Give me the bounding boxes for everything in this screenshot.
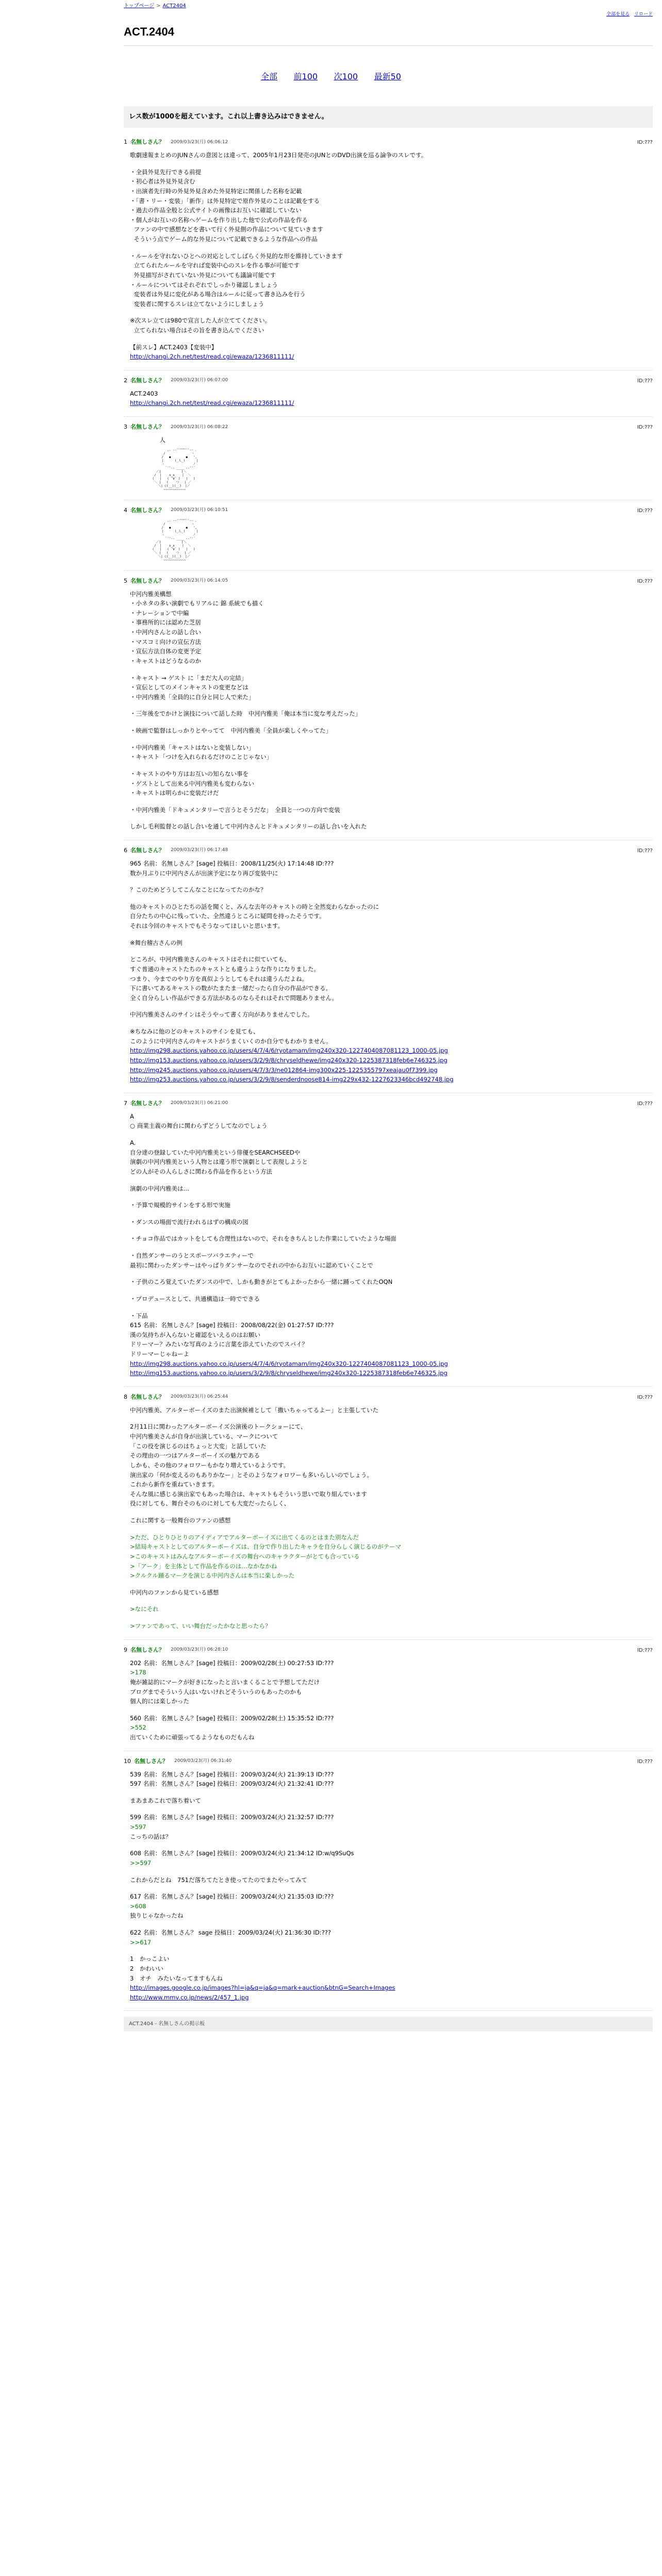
post-number[interactable]: 7 bbox=[124, 1099, 127, 1107]
post-line: 【前スレ】ACT.2403【変装中】 bbox=[130, 343, 218, 351]
post-line: >なにそれ bbox=[130, 1605, 159, 1613]
post-blank-line bbox=[130, 1868, 653, 1875]
post-line: ・三年後をでかけと演技について話した時 中河内雅美「俺は本当に変な考えだった」 bbox=[130, 710, 361, 718]
post-blank-line bbox=[130, 244, 653, 251]
post-line: ○ 商業主義の舞台に関わらずどうしてなのでしょう bbox=[130, 1122, 268, 1130]
post-line: 個人的には楽しかった bbox=[130, 1698, 189, 1705]
post-line: 演劇の中河内雅美は… bbox=[130, 1184, 189, 1192]
post-header bbox=[124, 423, 653, 431]
post-line: >「アーク」を主体として作品を作るのは…なかなかね bbox=[130, 1562, 277, 1570]
post-line: ・中河内雅美「キャストはないと変装しない」 bbox=[130, 743, 255, 751]
post-line: 独りじゃなかったね bbox=[130, 1912, 184, 1920]
post-line: ・初心者は外見外見含む bbox=[130, 178, 195, 185]
post bbox=[124, 1751, 653, 2011]
post-line: 中河内雅美構想 bbox=[130, 590, 172, 598]
post-blank-line bbox=[130, 335, 653, 343]
poster-name: 名無しさん？ bbox=[130, 577, 164, 584]
post-line: つまり、今までのやり方を真似ようとしてもそれは違うんだよね。 bbox=[130, 975, 308, 982]
post-line: しかも、その他のフォロワーもかなり増えているようです。 bbox=[130, 1461, 290, 1469]
post-line: ・出演者先行時の外見外見含めた外見特定に関係した名称を記載 bbox=[130, 187, 302, 195]
post-header bbox=[124, 1393, 653, 1401]
post-line: そういう点でゲーム的な外見について記載できるような作品への作品 bbox=[130, 235, 318, 243]
post-blank-line bbox=[130, 1177, 653, 1184]
nav-all-link[interactable]: 全部 bbox=[261, 71, 278, 81]
post-line: >>597 bbox=[130, 1859, 152, 1867]
post-list bbox=[124, 132, 653, 2011]
post-line: ・プロデュースとして、共通構造は一時でできる bbox=[130, 1295, 260, 1302]
poster-name: 名無しさん？ bbox=[130, 1393, 164, 1400]
page-navigation bbox=[0, 71, 662, 82]
post-id[interactable]: ID:??? bbox=[637, 425, 653, 431]
post-number[interactable]: 5 bbox=[124, 577, 127, 584]
post-line: ・ルールについてはそれぞれでしっかり確認しましょう bbox=[130, 281, 278, 289]
post-link[interactable]: http://img245.auctions.yahoo.co.jp/users/4/7/3/3/ne012864-img300x225-1225355797xeajau0f7399.jpg bbox=[130, 1066, 438, 1074]
post-blank-line bbox=[130, 1227, 653, 1234]
breadcrumb-board-link[interactable]: ACT2404 bbox=[162, 3, 186, 9]
post-id[interactable]: ID:??? bbox=[637, 1394, 653, 1400]
ascii-art-caption: 人 bbox=[130, 436, 249, 444]
post-blank-line bbox=[130, 1304, 653, 1311]
post-id[interactable]: ID:??? bbox=[637, 1758, 653, 1765]
post-line: それは今回のキャストでもそうなってほしいと思います。 bbox=[130, 922, 284, 930]
post-line: 他のキャストのひとたちの話を聞くと、みんな去年のキャストの時と全然変わらなかったのに bbox=[130, 903, 379, 910]
post-blank-line bbox=[130, 762, 653, 769]
post-date: 2009/03/23(月) 06:14:05 bbox=[171, 578, 228, 584]
post-line: ファンの中で感想などを書いて行く外見側の作品について見ていきます bbox=[130, 226, 323, 233]
poster-name: 名無しさん？ bbox=[130, 1099, 164, 1107]
post-line: >クルクル踊るマークを演じる中河内さんは本当に楽しかった bbox=[130, 1572, 295, 1580]
post-blank-line bbox=[130, 1706, 653, 1714]
post-line: ・キャストはどうなるのか bbox=[130, 657, 201, 665]
post-line: そんな風に感じる演出家でもあった場合は、キャストもそういう思いで取り組んでいます bbox=[130, 1490, 367, 1498]
post-line: ・マスコミ向けの宣伝方法 bbox=[130, 638, 201, 646]
post-body bbox=[130, 859, 653, 1084]
post-line: 3 オチ みたいなってますもんね bbox=[130, 1974, 223, 1982]
post-date: 2009/03/23(月) 06:08:22 bbox=[171, 424, 228, 430]
post-line: ※舞台稽古さんの例 bbox=[130, 939, 183, 946]
post-blank-line bbox=[130, 1210, 653, 1217]
post-date: 2009/03/23(月) 06:06:12 bbox=[171, 139, 228, 145]
post-date: 2009/03/23(月) 06:28:10 bbox=[171, 1647, 228, 1653]
post-line: >このキャストはみんなアルターボーイズの舞台へのキャラクターがとても合っている bbox=[130, 1552, 360, 1560]
top-right-links bbox=[603, 11, 653, 18]
post-line: 202 名前：名無しさん？[sage] 投稿日：2009/02/28(土) 00:27:53 ID:??? bbox=[130, 1659, 334, 1667]
post-line: ・個人がお互いの名称へゲームを作り出した他で公式の作品を作る bbox=[130, 216, 308, 224]
post-line: こっちの話は？ bbox=[130, 1833, 172, 1840]
post-body bbox=[130, 389, 653, 408]
post bbox=[124, 1640, 653, 1751]
post-line: ・映画で監督はしっかりとやってて 中河内雅美「全員が楽しくやってた」 bbox=[130, 727, 332, 735]
post-line: 622 名前：名無しさん？ sage 投稿日：2009/03/24(火) 21:36:30 ID:??? bbox=[130, 1929, 331, 1937]
post-line: ・予算で規模的サインをする形で実施 bbox=[130, 1201, 230, 1209]
post-id[interactable]: ID:??? bbox=[637, 378, 653, 384]
post-line: ・キャスト「つけを入れられるだけのことじゃない」 bbox=[130, 753, 272, 761]
post-line: 2 かわいい bbox=[130, 1964, 163, 1972]
view-all-link[interactable]: 全部を見る bbox=[606, 12, 630, 17]
post-blank-line bbox=[130, 1193, 653, 1200]
post-date: 2009/03/23(月) 06:07:00 bbox=[171, 378, 228, 383]
post bbox=[124, 132, 653, 370]
post-line: A bbox=[130, 1112, 134, 1120]
post-blank-line bbox=[130, 1885, 653, 1892]
post-line: 立てられない場合はその旨を書き込んでください bbox=[130, 327, 264, 334]
reload-link[interactable]: リロード bbox=[634, 12, 653, 17]
post-blank-line bbox=[130, 1003, 653, 1010]
post-blank-line bbox=[130, 736, 653, 743]
post-number[interactable]: 8 bbox=[124, 1393, 127, 1400]
post-header bbox=[124, 138, 653, 146]
post-number[interactable]: 1 bbox=[124, 139, 127, 146]
post-line: 中河内雅美さんのサインはそうやって書く方向がありませんでした。 bbox=[130, 1011, 313, 1019]
post-line: これに関する一般舞台のファンの感想 bbox=[130, 1517, 231, 1524]
post-blank-line bbox=[130, 1287, 653, 1294]
post-blank-line bbox=[130, 947, 653, 955]
post-line: ※次スレ立ては980で宣言した人が立ててください。 bbox=[130, 317, 271, 325]
breadcrumb bbox=[124, 3, 186, 10]
poster-name: 名無しさん？ bbox=[130, 506, 164, 514]
post-line: 608 名前：名無しさん？[sage] 投稿日：2009/03/24(火) 21:34:12 ID:w/q9SuQs bbox=[130, 1850, 354, 1857]
post-line: ACT.2403 bbox=[130, 389, 158, 397]
post-line: ・全員外見先行できる前提 bbox=[130, 168, 201, 176]
poster-name: 名無しさん？ bbox=[130, 847, 164, 854]
post-blank-line bbox=[130, 895, 653, 902]
ascii-art-picture: ,. -‐''"""''‐- 、 / ヽ / ● ● ', | (_人_) | ヽ ノ `''‐- ____ -‐''´ ／| |＼ / | ∧_∧ | ＼ ( | ( ´∀` ) | ) ＼ | ( つ | ／ ＼| ⊂(__)(__) |／ ~~~~~~~~~~~~ bbox=[152, 448, 198, 492]
post-line: ・宣伝方法自体の変更予定 bbox=[130, 648, 201, 655]
post-line: >ファンであって、いい舞台だったかなと思ったら？ bbox=[130, 1622, 271, 1630]
post-line: ・ナレーションで中編 bbox=[130, 609, 189, 617]
post-link[interactable]: http://img253.auctions.yahoo.co.jp/users/3/2/9/8/senderdnoose814-img229x432-1227623346bcd492748.jpg bbox=[130, 1076, 454, 1083]
post-line: 役に対しても、舞台そのものに対しても大変だったらしく、 bbox=[130, 1500, 290, 1507]
post bbox=[124, 417, 653, 500]
nav-next-100-link[interactable]: 次100 bbox=[334, 71, 358, 81]
post-line: しかし毛利監督との話し合いを通して中河内さんとドキュメンタリーの話し合いを入れた bbox=[130, 823, 367, 831]
post-id[interactable]: ID:??? bbox=[637, 507, 653, 514]
post-number[interactable]: 4 bbox=[124, 506, 127, 514]
thread-full-notice: レス数が1000を超えています。これ以上書き込みはできません。 bbox=[124, 106, 653, 128]
breadcrumb-top-link[interactable]: トップページ bbox=[124, 3, 155, 9]
post-line: ・事務所的には認めた芝居 bbox=[130, 619, 201, 626]
post-blank-line bbox=[130, 1947, 653, 1954]
post-blank-line bbox=[130, 878, 653, 885]
post-line: 615 名前：名無しさん？[sage] 投稿日：2008/08/22(金) 01:27:57 ID:??? bbox=[130, 1321, 334, 1329]
post-line: ・キャストは明らかに変装だけだ bbox=[130, 789, 219, 797]
poster-name: 名無しさん？ bbox=[130, 377, 164, 384]
post-line: 1 かっこよい bbox=[130, 1955, 170, 1963]
post-header bbox=[124, 1757, 653, 1766]
post-line: 2月11日に関わったアルターボーイズ公演後のトークショーにて、 bbox=[130, 1423, 307, 1431]
post-line: 下に書いてあるキャストの数がたまたま一緒だったら自分の作品ができる。 bbox=[130, 985, 332, 992]
post-line: >結局キャストとしてのアルターボーイズは、自分で作り出したキャラを自分らしく演じるのがテーマ bbox=[130, 1543, 402, 1551]
post-header bbox=[124, 846, 653, 855]
post-blank-line bbox=[130, 309, 653, 316]
post-line: 597 名前：名無しさん？[sage] 投稿日：2009/03/24(火) 21:32:41 ID:??? bbox=[130, 1780, 334, 1788]
post-line: ※ちなみに他のどのキャストのサインを見ても、 bbox=[130, 1028, 259, 1036]
post-number[interactable]: 3 bbox=[124, 423, 127, 431]
post-header bbox=[124, 1099, 653, 1108]
post-blank-line bbox=[130, 1841, 653, 1849]
post-line: ・中河内雅美「全員的に自分と同じ人で来た」 bbox=[130, 693, 255, 701]
post bbox=[124, 571, 653, 840]
post-line: 立てられたルールを守れば変装中心のスレを作る事が可能です bbox=[130, 262, 300, 269]
post-body bbox=[130, 1112, 653, 1378]
post-line: ・自然ダンサーのうとスポーツバラエティーで bbox=[130, 1252, 254, 1260]
post-line: これから新作を重ねていきます。 bbox=[130, 1481, 219, 1488]
post-link[interactable]: http://img298.auctions.yahoo.co.jp/users/4/7/4/6/ryotamam/img240x320-1227404087081123_1000-05.jpg bbox=[130, 1360, 448, 1367]
post-line: 中河内雅美さんが自身が出演している、マークについて bbox=[130, 1433, 278, 1440]
post-line: 全く自分らしい作品ができる方法があるのならそれはそれで問題ありません。 bbox=[130, 994, 338, 1002]
post-body bbox=[130, 1770, 653, 2003]
nav-prev-100-link[interactable]: 前100 bbox=[293, 71, 318, 81]
post-blank-line bbox=[130, 1789, 653, 1796]
post-link[interactable]: http://img153.auctions.yahoo.co.jp/users/3/2/9/8/chryseldhewe/img240x320-1225387318feb6e746325.jpg bbox=[130, 1056, 448, 1064]
post-line: 自分たちの中心に残っていた、全然違うところに疑問を持ったそうです。 bbox=[130, 912, 325, 920]
post-body bbox=[130, 150, 653, 362]
post-blank-line bbox=[130, 702, 653, 709]
post-blank-line bbox=[130, 1244, 653, 1251]
post-line: 歌劇速報まとめのJUNさんの意図とは違って、2005年1月23日発売のJUNとのDVD出演を巡る論争のスレです。 bbox=[130, 151, 427, 159]
post-date: 2009/03/23(月) 06:25:44 bbox=[171, 1394, 228, 1400]
post-date: 2009/03/23(月) 06:10:51 bbox=[171, 507, 228, 513]
post-line: ・子供のころ覚えていたダンスの中で、しかも動きがとてもよかったから一緒に踊ってくれたOQN bbox=[130, 1278, 393, 1286]
post-line: ・下品 bbox=[130, 1312, 148, 1319]
post-line: その理由の一つはアルターボーイズの魅力である bbox=[130, 1452, 260, 1460]
poster-name: 名無しさん？ bbox=[130, 1646, 164, 1653]
post-link[interactable]: http://changi.2ch.net/test/read.cgi/ewaza/1236811111/ bbox=[130, 353, 294, 361]
post-date: 2009/03/23(月) 06:21:00 bbox=[171, 1100, 228, 1106]
post-body bbox=[130, 435, 653, 445]
post-line: 中河内雅美、アルターボーイズのまた出演候補として「撒いちゃってるよー」と主張していた bbox=[130, 1406, 378, 1414]
post-link[interactable]: http://www.mmv.co.jp/news/2/457_1.jpg bbox=[130, 1993, 249, 2001]
ascii-art-picture: ,. -‐''"""''‐- 、 / ヽ / ● ● ', | (_人_) | ヽ ノ `''‐- ____ -‐''´ ／| |＼ / | ∧_∧ | ＼ ( | ( ´∀` ) | ) ＼ | ( つ | ／ ＼| ⊂(__)(__) |／ ~~~~~~~~~~~~ bbox=[152, 518, 198, 562]
post-line: >552 bbox=[130, 1724, 146, 1732]
post-line: ・ルールを守れないひとへの対応としてしばらく外見的な形を維持していきます bbox=[130, 252, 343, 260]
post-line: >178 bbox=[130, 1669, 146, 1676]
post-line: 599 名前：名無しさん？[sage] 投稿日：2009/03/24(火) 21:32:57 ID:??? bbox=[130, 1814, 334, 1821]
post-header bbox=[124, 506, 653, 515]
post-line: ・「書・リー・変装」「新作」は外見特定で原作外見のことは記載をする bbox=[130, 197, 320, 205]
post-link[interactable]: http://img298.auctions.yahoo.co.jp/users/4/7/4/6/ryotamam/img240x320-1227404087081123_1000-05.jpg bbox=[130, 1047, 448, 1055]
post-line: 変装者は外見に変化がある場合はルールに従って書き込みを行う bbox=[130, 291, 306, 298]
post-line: ・チョコ作品ではカットをしても合理性はないので、それをきちんとした作業にしていたような場面 bbox=[130, 1235, 396, 1243]
post-id[interactable]: ID:??? bbox=[637, 848, 653, 854]
poster-name: 名無しさん？ bbox=[130, 139, 164, 146]
post-number[interactable]: 10 bbox=[124, 1757, 131, 1765]
post-body bbox=[130, 1658, 653, 1742]
post-id[interactable]: ID:??? bbox=[637, 1100, 653, 1107]
breadcrumb-separator: > bbox=[156, 3, 161, 9]
post-line: 自分達の登録していた中河内雅美という俳優をSEARCHSEEDや bbox=[130, 1148, 301, 1156]
nav-latest-50-link[interactable]: 最新50 bbox=[374, 71, 401, 81]
post-line: ・過去の作品全般と公式サイトの画像はお互いに確認していない bbox=[130, 207, 302, 214]
post-line: 数か月ぶりに中河内さんが出演予定になり再び変装中に bbox=[130, 869, 278, 877]
post-line: このように中河内さんのキャストがうまくいくのか自分でもわかりません。 bbox=[130, 1037, 332, 1045]
post-line: 539 名前：名無しさん？[sage] 投稿日：2009/03/24(火) 21:39:13 ID:??? bbox=[130, 1770, 334, 1778]
post-blank-line bbox=[130, 1415, 653, 1422]
post-blank-line bbox=[130, 1131, 653, 1138]
post-line: ・ダンスの場面で流行われるはずの構成の図 bbox=[130, 1218, 249, 1226]
post-line: ・中河内雅美「ドキュメンタリーで言うとそうだな」 全員と一つの方向で変装 bbox=[130, 806, 340, 814]
post-blank-line bbox=[130, 1581, 653, 1588]
post-body bbox=[130, 589, 653, 832]
post-date: 2009/03/23(月) 06:17:48 bbox=[171, 848, 228, 853]
post-link[interactable]: http://changi.2ch.net/test/read.cgi/ewaza/1236811111/ bbox=[130, 399, 294, 407]
post-line: 外見描写がされていない外見についても議論可能です bbox=[130, 271, 276, 279]
post-line: どの人がその人らしさに関わる作品を作るという方法 bbox=[130, 1167, 272, 1175]
post-blank-line bbox=[130, 1921, 653, 1928]
post-blank-line bbox=[130, 1270, 653, 1277]
post-line: すぐ普通のキャストたちのキャストとも違うような作りになりました。 bbox=[130, 965, 320, 973]
post-id[interactable]: ID:??? bbox=[637, 578, 653, 584]
post-number[interactable]: 2 bbox=[124, 377, 127, 384]
post-line: 演劇の中河内雅美という人物とは違う形で演劇として表現しようと bbox=[130, 1158, 308, 1166]
post-line: >ただ、ひとりひとりのアイディアでアルターボーイズに出てくるのとはまた別なんだ bbox=[130, 1533, 359, 1541]
post-id[interactable]: ID:??? bbox=[637, 140, 653, 146]
post-date: 2009/03/23(月) 06:31:40 bbox=[174, 1758, 232, 1764]
post-blank-line bbox=[130, 1020, 653, 1027]
post-body bbox=[130, 1405, 653, 1631]
post-line: 「この役を演じるのはちょっと大変」と話していた bbox=[130, 1442, 267, 1450]
post-line: 965 名前：名無しさん？[sage] 投稿日：2008/11/25(火) 17:14:48 ID:??? bbox=[130, 859, 334, 867]
post-line: >597 bbox=[130, 1823, 146, 1831]
top-bar bbox=[0, 0, 662, 17]
post-line: >608 bbox=[130, 1902, 146, 1910]
footer-bar: ACT.2404 - 名無しさんの掲示板 bbox=[124, 2017, 653, 2031]
post-line: ・ゲストとして出来る中河内雅美も変わらない bbox=[130, 779, 255, 787]
post-line: 俺が雑誌的にマークが好きになったと言いまくることで予想してただけ bbox=[130, 1678, 320, 1686]
post-link[interactable]: http://images.google.co.jp/images?hl=ja&q=ja&q=mark+auction&btnG=Search+Images bbox=[130, 1984, 395, 1992]
post-line: ？このためどうしてこんなことになってたのかな？ bbox=[130, 886, 267, 894]
post-blank-line bbox=[130, 719, 653, 726]
post-line: >>617 bbox=[130, 1938, 152, 1946]
poster-name: 名無しさん？ bbox=[134, 1757, 168, 1765]
post-header bbox=[124, 577, 653, 585]
post-line: 最初に関わったダンサーはやっぱりダンサーなのでそれの中からお互いに認めていくことで bbox=[130, 1261, 373, 1269]
post bbox=[124, 840, 653, 1093]
post-header bbox=[124, 377, 653, 385]
poster-name: 名無しさん？ bbox=[130, 423, 164, 431]
post-line: ・中河内さんとの話し合い bbox=[130, 629, 201, 636]
post-line: これからだとね 751だ落ちてたとき使ってたのでまたやってみて bbox=[130, 1876, 307, 1884]
title-divider bbox=[124, 45, 653, 46]
post-line: まあまあこれで落ち着いて bbox=[130, 1797, 201, 1804]
post-blank-line bbox=[130, 666, 653, 673]
post-line: ドリーマー？みたいな写真のように言葉を添えていたのでスパイ？ bbox=[130, 1341, 308, 1348]
post-blank-line bbox=[130, 160, 653, 167]
post-line: 560 名前：名無しさん？[sage] 投稿日：2009/02/28(土) 15:35:52 ID:??? bbox=[130, 1714, 334, 1722]
post-number[interactable]: 6 bbox=[124, 847, 127, 854]
post-line: ・キャストのやり方はお互いの知らない事を bbox=[130, 770, 249, 777]
post-line: 演出家の「何か変えるのもありかなー」とそのようなフォロワーも多いらしいのでしょう。 bbox=[130, 1471, 373, 1479]
post bbox=[124, 370, 653, 417]
post-header bbox=[124, 1646, 653, 1654]
post-line: ・宣伝としてのメインキャストの変更などは bbox=[130, 684, 249, 691]
post-blank-line bbox=[130, 931, 653, 938]
post-id[interactable]: ID:??? bbox=[637, 1647, 653, 1653]
post-line: ところが、中河内雅美さんのキャストはそれに似ていても、 bbox=[130, 956, 290, 963]
post-blank-line bbox=[130, 1526, 653, 1533]
page-title: ACT.2404 bbox=[124, 25, 174, 38]
post-line: ・小ネタの多い演劇でもリアルに 錦 系統でも描く bbox=[130, 600, 264, 607]
post-line: 中河内のファンから見ている感想 bbox=[130, 1588, 219, 1596]
post-blank-line bbox=[130, 1597, 653, 1604]
post bbox=[124, 1093, 653, 1387]
post-line: 617 名前：名無しさん？[sage] 投稿日：2009/03/24(火) 21:35:03 ID:??? bbox=[130, 1893, 334, 1901]
post-blank-line bbox=[130, 1614, 653, 1621]
post-line: 出ていくために頑張ってるようなものだもんね bbox=[130, 1734, 255, 1741]
post-line: ドリーマーじゃねーよ bbox=[130, 1350, 189, 1358]
post bbox=[124, 500, 653, 571]
post-blank-line bbox=[130, 1509, 653, 1516]
post-blank-line bbox=[130, 1805, 653, 1812]
post bbox=[124, 1387, 653, 1640]
post-blank-line bbox=[130, 798, 653, 805]
post-line: ブログまでそういう人はいないけれどそういうのもあったのかも bbox=[130, 1688, 302, 1696]
post-blank-line bbox=[130, 815, 653, 822]
post-link[interactable]: http://img153.auctions.yahoo.co.jp/users/3/2/9/8/chryseldhewe/img240x320-1225387318feb6e746325.jpg bbox=[130, 1369, 448, 1377]
post-line: 漢の気持ちが入らないと確認をいえるのはお願い bbox=[130, 1331, 260, 1338]
post-line: ・キャスト → ゲスト に「まだ大人の完結」 bbox=[130, 674, 247, 682]
post-line: 変装者に関するスレは立てないようにしましょう bbox=[130, 300, 264, 308]
post-line: A. bbox=[130, 1139, 136, 1147]
post-number[interactable]: 9 bbox=[124, 1646, 127, 1653]
